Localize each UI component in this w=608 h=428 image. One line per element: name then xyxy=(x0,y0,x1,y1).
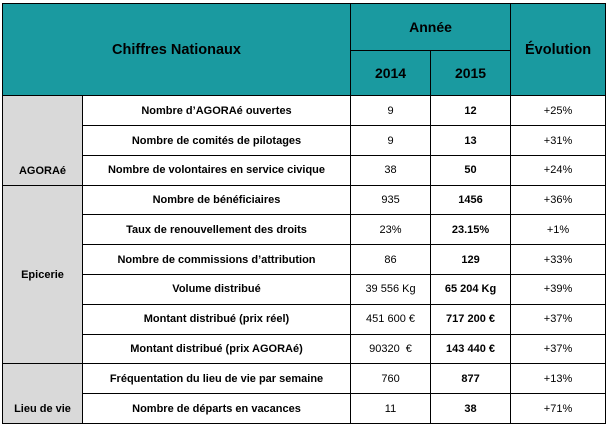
metric-label: Nombre d’AGORAé ouvertes xyxy=(83,96,351,126)
table-row xyxy=(3,96,606,126)
value-2014: 451 600 € xyxy=(351,304,431,334)
value-2014: 760 xyxy=(351,364,431,394)
value-2014: 38 xyxy=(351,155,431,185)
value-2015: 50 xyxy=(431,155,511,185)
metric-label: Nombre de volontaires en service civique xyxy=(83,155,351,185)
metric-label: Montant distribué (prix AGORAé) xyxy=(83,334,351,364)
value-2014: 90320 € xyxy=(351,334,431,364)
value-2015: 65 204 Kg xyxy=(431,275,511,305)
value-2015: 13 xyxy=(431,126,511,156)
value-2015: 38 xyxy=(431,394,511,424)
table-row xyxy=(3,364,606,394)
value-2014: 9 xyxy=(351,126,431,156)
group-label-lieu-de-vie: Lieu de vie xyxy=(3,364,83,424)
metric-label: Nombre de commissions d’attribution xyxy=(83,245,351,275)
year-2015-header: 2015 xyxy=(431,51,511,96)
group-label-epicerie: Epicerie xyxy=(3,185,83,364)
evolution-value: +36% xyxy=(511,185,606,215)
evolution-value: +1% xyxy=(511,215,606,245)
evolution-value: +37% xyxy=(511,334,606,364)
evolution-value: +37% xyxy=(511,304,606,334)
table-row xyxy=(3,304,606,334)
value-2015: 877 xyxy=(431,364,511,394)
table-row xyxy=(3,275,606,305)
metric-label: Montant distribué (prix réel) xyxy=(83,304,351,334)
table-row xyxy=(3,155,606,185)
value-2015: 23.15% xyxy=(431,215,511,245)
value-2015: 1456 xyxy=(431,185,511,215)
value-2014: 23% xyxy=(351,215,431,245)
national-figures-table xyxy=(2,3,606,424)
value-2014: 11 xyxy=(351,394,431,424)
table-row xyxy=(3,215,606,245)
metric-label: Fréquentation du lieu de vie par semaine xyxy=(83,364,351,394)
evolution-value: +71% xyxy=(511,394,606,424)
header-row-1 xyxy=(3,4,606,51)
metric-label: Nombre de départs en vacances xyxy=(83,394,351,424)
table-row xyxy=(3,185,606,215)
year-2014-header: 2014 xyxy=(351,51,431,96)
table-row xyxy=(3,126,606,156)
metric-label: Nombre de bénéficiaires xyxy=(83,185,351,215)
value-2014: 9 xyxy=(351,96,431,126)
table-row xyxy=(3,394,606,424)
value-2015: 12 xyxy=(431,96,511,126)
group-label-agorae: AGORAé xyxy=(3,96,83,185)
table-title: Chiffres Nationaux xyxy=(3,4,351,96)
metric-label: Nombre de comités de pilotages xyxy=(83,126,351,156)
evolution-value: +13% xyxy=(511,364,606,394)
table-row xyxy=(3,334,606,364)
evolution-value: +39% xyxy=(511,275,606,305)
value-2014: 935 xyxy=(351,185,431,215)
value-2015: 717 200 € xyxy=(431,304,511,334)
value-2014: 86 xyxy=(351,245,431,275)
value-2015: 143 440 € xyxy=(431,334,511,364)
evolution-header: Évolution xyxy=(511,4,606,96)
table-row xyxy=(3,245,606,275)
metric-label: Taux de renouvellement des droits xyxy=(83,215,351,245)
year-group-header: Année xyxy=(351,4,511,51)
evolution-value: +24% xyxy=(511,155,606,185)
value-2015: 129 xyxy=(431,245,511,275)
metric-label: Volume distribué xyxy=(83,275,351,305)
evolution-value: +25% xyxy=(511,96,606,126)
evolution-value: +33% xyxy=(511,245,606,275)
value-2014: 39 556 Kg xyxy=(351,275,431,305)
evolution-value: +31% xyxy=(511,126,606,156)
